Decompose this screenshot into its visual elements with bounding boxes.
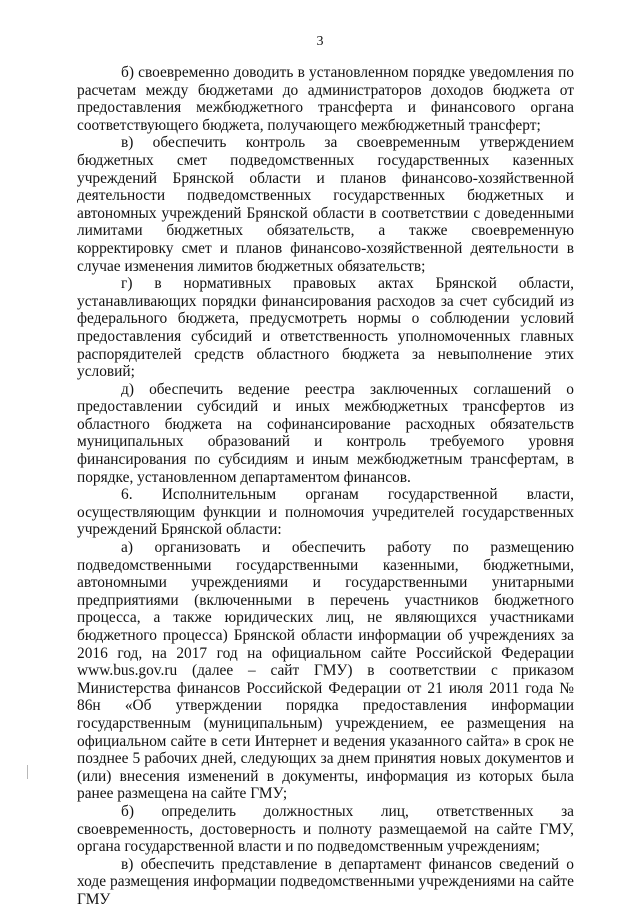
paragraph-6b: б) определить должностных лиц, ответственных за своевременность, достоверность и полноту размещаемой на сайте ГМУ, органа государственной власти и по подведомственным учреждениям; (77, 802, 574, 856)
paragraph-5g: г) в нормативных правовых актах Брянской области, устанавливающих порядки финансирования расходов за счет субсидий из федерального бюджета, предусмотреть нормы о соблюдении условий предоставления субсидий и ответственность уполномоченных главных распорядителей средств областного бюджета за невыполнение этих условий; (77, 275, 574, 381)
paragraph-6: 6. Исполнительным органам государственной власти, осуществляющим функции и полномочия учредителей государственных учреждений Брянской области: (77, 486, 574, 539)
paragraph-6v: в) обеспечить представление в департамент финансов сведений о ходе размещения информации подведомственными учреждениями на сайте ГМУ (77, 855, 574, 908)
scan-margin-mark (27, 765, 28, 779)
page-number: 3 (316, 34, 324, 49)
paragraph-5v: в) обеспечить контроль за своевременным утверждением бюджетных смет подведомственных государственных казенных учреждений Брянской области и планов финансово-хозяйственной деятельности подведомственных государственных бюджетных и автономных учреждений Брянской области в соответствии с доведенными лимитами бюджетных обязательств, а также своевременную корректировку смет и планов финансово-хозяйственной деятельности в случае изменения лимитов бюджетных обязательств; (77, 134, 574, 275)
document-body (77, 64, 574, 909)
paragraph-6a: а) организовать и обеспечить работу по размещению подведомственными государственными казенными, бюджетными, автономными учреждениями и государственными унитарными предприятиями (включенными в перечень участников бюджетного процесса, а также юридических лиц, не являющихся участниками бюджетного процесса) Брянской области информации об учреждениях за 2016 год, на 2017 год на официальном сайте Российской Федерации www.bus.gov.ru (далее – сайт ГМУ) в соответствии с приказом Министерства финансов Российской Федерации от 21 июля 2011 года № 86н «Об утверждении порядка предоставления информации государственным (муниципальным) учреждением, ее размещения на официальном сайте в сети Интернет и ведения указанного сайта» в срок не позднее 5 рабочих дней, следующих за днем принятия новых документов и (или) внесения изменений в документы, информация из которых была ранее размещена на сайте ГМУ; (77, 539, 574, 803)
paragraph-5d: д) обеспечить ведение реестра заключенных соглашений о предоставлении субсидий и иных межбюджетных трансфертов из областного бюджета на софинансирование расходных обязательств муниципальных образований и контроль требуемого уровня финансирования по субсидиям и иным межбюджетным трансфертам, в порядке, установленном департаментом финансов. (77, 380, 574, 486)
paragraph-5b: б) своевременно доводить в установленном порядке уведомления по расчетам между бюджетами до администраторов доходов бюджета от предоставления межбюджетного трансферта и финансового органа соответствующего бюджета, получающего межбюджетный трансферт; (77, 64, 574, 134)
